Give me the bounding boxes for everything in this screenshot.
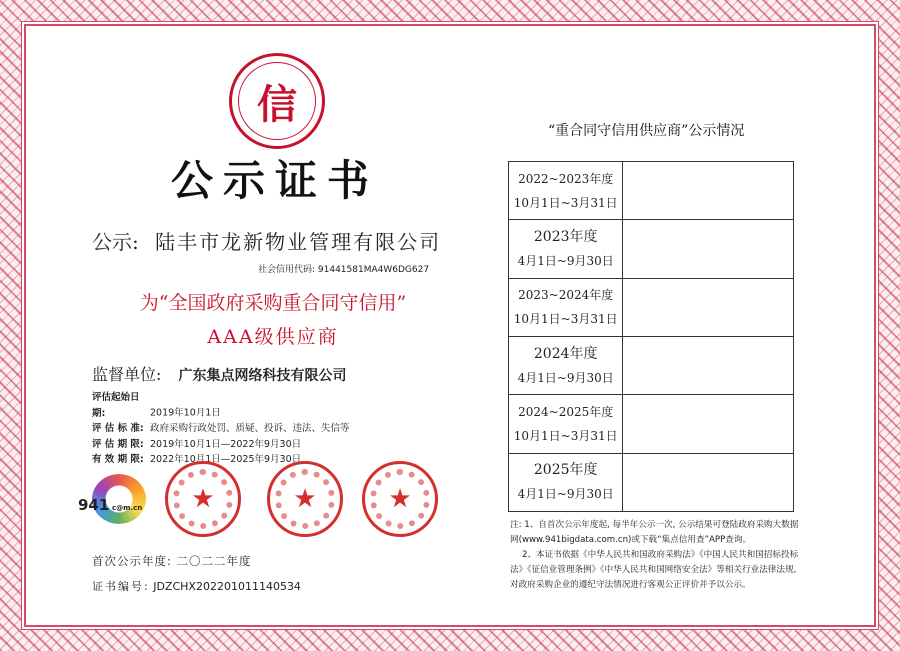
credit-code: 社会信用代码: 91441581MA4W6DG627 <box>258 265 430 275</box>
first-year: 首次公示年度: 二〇二二年度 <box>92 554 252 568</box>
official-stamp-1 <box>165 461 241 537</box>
stamp-cell <box>623 162 794 220</box>
note-1: 注: 1、自首次公示年度起, 每半年公示一次, 公示结果可登陆政府采购大数据网(www.941bigdata.com.cn)或下载“集点信用查”APP查询。 <box>510 520 799 545</box>
public-label: 公示: <box>92 230 139 254</box>
table-row: 2022~2023年度 10月1日~3月31日 <box>509 162 794 220</box>
public-row <box>92 226 441 255</box>
star-icon: ★ <box>191 484 215 514</box>
info-row: 有 效 期 限: 2022年10月1日—2025年9月30日 <box>92 454 302 465</box>
certificate-title: 公示证书 <box>170 156 379 205</box>
star-icon: ★ <box>293 484 317 514</box>
credit-seal <box>229 53 325 149</box>
brand-logo <box>78 474 148 532</box>
stamp-cell <box>623 395 794 453</box>
stamp-cell <box>623 453 794 511</box>
table-row: 2023年度 4月1日~9月30日 <box>509 220 794 278</box>
award-line-1: 为“全国政府采购重合同守信用” <box>139 292 407 314</box>
cert-no-value: JDZCHX202201011140534 <box>153 580 301 593</box>
table-row: 2024~2025年度 10月1日~3月31日 <box>509 395 794 453</box>
official-stamp-2 <box>267 461 343 537</box>
seal-inner-ring <box>238 62 316 140</box>
disclosure-table <box>508 161 794 512</box>
logo-domain: c@m.cn <box>112 504 143 512</box>
table-row: 2023~2024年度 10月1日~3月31日 <box>509 278 794 336</box>
info-row: 评 估 期 限: 2019年10月1日—2022年9月30日 <box>92 438 302 450</box>
logo-number: 941 <box>78 496 110 514</box>
supervise-row <box>92 362 347 385</box>
notes <box>510 518 806 593</box>
table-row: 2024年度 4月1日~9月30日 <box>509 336 794 394</box>
stamp-cell <box>623 336 794 394</box>
seal-char: 信 <box>257 80 297 128</box>
company-name: 陆丰市龙新物业管理有限公司 <box>155 230 442 254</box>
stamp-cell <box>623 278 794 336</box>
star-icon: ★ <box>388 484 412 514</box>
info-row: 评估起始日期: 2019年10月1日 <box>92 392 221 419</box>
certificate-number <box>92 578 301 594</box>
table-row: 2025年度 4月1日~9月30日 <box>509 453 794 511</box>
cert-no-label: 证书编号: <box>92 580 150 593</box>
info-list <box>92 390 350 468</box>
disclosure-title: “重合同守信用供应商”公示情况 <box>548 123 745 139</box>
award-line-2: AAA级供应商 <box>207 326 339 348</box>
info-row: 评 估 标 准: 政府采购行政处罚、质疑、投诉、违法、失信等 <box>92 423 350 434</box>
official-stamp-3 <box>362 461 438 537</box>
supervise-label: 监督单位: <box>92 365 162 384</box>
note-2: 2、本证书依据《中华人民共和国政府采购法》《中国人民共和国招标投标法》《征信业管理条例》《中华人民共和国网络安全法》等相关行业法律法规, 对政府采购企业的遵纪守法情况进行客观公正评价并予以公示。 <box>510 550 799 590</box>
stamp-cell <box>623 220 794 278</box>
supervise-value: 广东集点网络科技有限公司 <box>178 368 347 384</box>
